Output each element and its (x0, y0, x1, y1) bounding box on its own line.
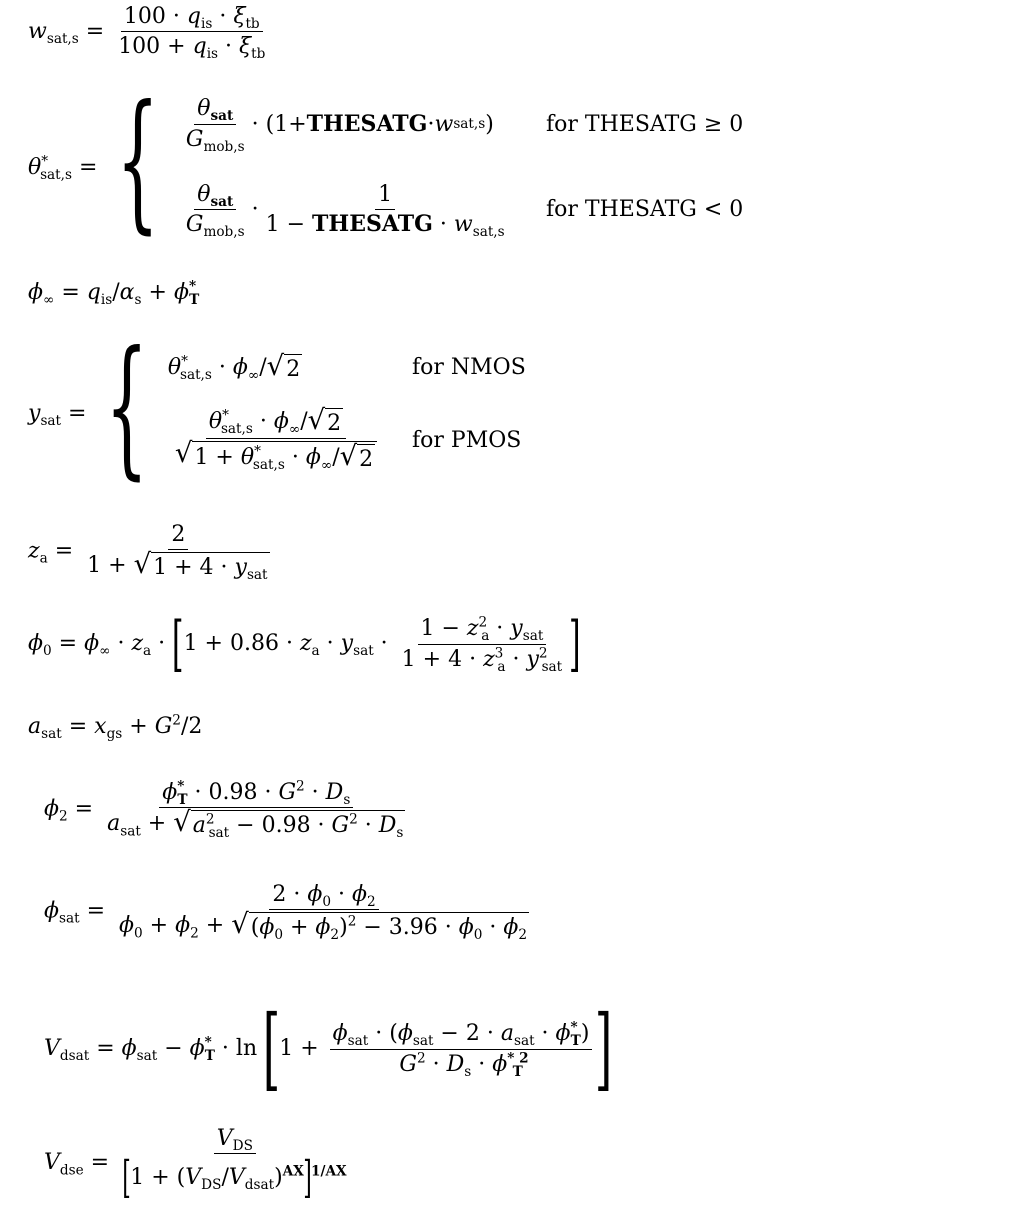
equation-w-sat-s: $w_{sat,s}$ = $\frac{100 \cdot q_{is} \cdot \xi_{tb}}{100 + q_{is} \cdot \xi_{tb}}$ (28, 4, 266, 63)
equation-v-dsat: $V_{dsat} = \phi_{sat} - \phi^*_T \cdot \ln [1$ + $\frac{\phi_{sat} \cdot (\phi_{sat} - 2 \cdot a_{sat} \cdot \phi^*_T)}{G^2 \cdot D_s \cdot \phi^{* 2}_T}$ ] (44, 996, 613, 1101)
condition-nmos: for NMOS (412, 355, 526, 381)
equation-z-a: $z_a$ = 2 1 + √ $1 + 4 \cdot y_{sat}$ (28, 522, 268, 584)
equation-theta-sat-s: $\theta^*_{sat,s}$ = { $\frac{\theta_{sat}}{G_{mob,s}}$ · ( 1 + THESATG · w sat,s ) for THESATG ≥ 0 $\frac{\theta_{sat}}{G_{mob,s}}$ · $\frac{1}{1 - THESATG \cdot w_{sat,s}}$ for THESATG < 0 (28, 74, 744, 248)
equation-phi-inf: $\phi_\infty = q_{is}/\alpha_s + \phi^*_T$ (28, 278, 200, 309)
equation-phi-2: $\phi_2$ = $\phi^*_T \cdot 0.98 \cdot G^2 \cdot D_s$ $a_{sat}$ + √ $a^2_{sat} - 0.98 \cdot G^2 \cdot D_s$ (44, 778, 404, 842)
equation-a-sat: $a_{sat} = x_{gs} + G^2/2$ (28, 712, 203, 743)
equation-phi-sat: $\phi_{sat}$ = $2 \cdot \phi_0 \cdot \phi_2$ $\phi_0 + \phi_2$ + √ $(\phi_0 + \phi_2)^2 - 3.96 \cdot \phi_0 \cdot \phi_2$ (44, 882, 528, 944)
condition-thesatg-ge: for THESATG ≥ 0 (546, 111, 744, 137)
equation-phi-0: $\phi_0 = \phi_\infty \cdot z_a \cdot [1 + 0.86 \cdot z_a \cdot y_{sat}$ · $\frac{1 - z^2_a \cdot y_{sat}}{1 + 4 \cdot z^3_a \cdot y^2_{sat}}$ ] (28, 609, 581, 679)
equation-y-sat: $y_{sat}$ = { $\theta^*_{sat,s} \cdot \phi_\infty/$ √ 2 for NMOS $\theta^*_{sat,s} \cdot \phi_\infty/$ √ 2 √ $1 + \theta^*_{sat,s} \cdot \phi_\infty/$ √ 2 for PMOS (28, 320, 526, 494)
equation-v-dse: $V_{dse}$ = $\frac{V_{DS}}{[1 + (V_{DS}/V_{dsat})^{AX}]^{1/AX}}$ (44, 1126, 347, 1204)
condition-pmos: for PMOS (412, 427, 522, 453)
condition-thesatg-lt: for THESATG < 0 (546, 197, 744, 223)
